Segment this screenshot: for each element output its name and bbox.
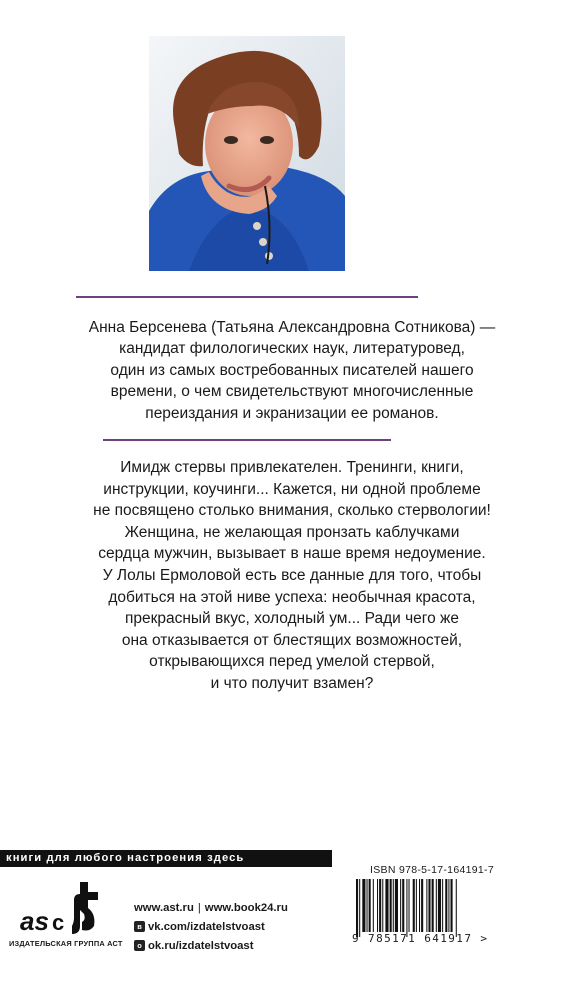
barcode-bar — [385, 879, 388, 932]
annotation-line: Женщина, не желающая пронзать каблучками — [124, 523, 460, 541]
svg-text:c: c — [52, 910, 65, 935]
website-row — [134, 898, 288, 917]
vk-icon: в — [134, 921, 145, 932]
barcode-bar — [395, 879, 398, 932]
barcode-bar — [393, 879, 394, 932]
author-photo — [149, 36, 345, 271]
vk-handle: izdatelstvoast — [190, 920, 265, 933]
isbn-number: ISBN 978-5-17-164191-7 — [370, 864, 494, 876]
barcode-digits: 9 785171 641917 > — [352, 932, 489, 945]
annotation-line: Имидж стервы привлекателен. Тренинги, книги, — [120, 459, 464, 476]
author-portrait-illustration — [149, 36, 345, 271]
divider-top — [76, 296, 418, 298]
barcode-bar — [359, 879, 360, 937]
annotation-line: У Лолы Ермоловой есть все данные для того, чтобы — [102, 566, 482, 584]
annotation-line: инструкции, коучинги... Кажется, ни одной проблеме — [103, 480, 481, 498]
barcode-bar — [413, 879, 415, 932]
barcode-bar — [402, 879, 404, 932]
barcode-bar — [362, 879, 365, 932]
barcode-bar — [356, 879, 358, 937]
barcode-bar — [377, 879, 378, 932]
barcode-bar — [421, 879, 423, 932]
barcode-bar — [419, 879, 420, 932]
annotation-line: сердца мужчин, вызывает в наше время недоумение. — [98, 545, 486, 563]
annotation-line: добиться на этой ниве успеха: необычная красота, — [108, 588, 476, 606]
vk-prefix: vk.com/ — [148, 920, 191, 933]
barcode-bar — [451, 879, 453, 932]
barcode-bar — [367, 879, 368, 932]
annotation-line: и что получит взамен? — [210, 674, 374, 692]
annotation-line: не посвящено столько внимания, сколько стервологии! — [93, 502, 491, 520]
barcode-bar — [416, 879, 417, 932]
divider-middle — [103, 439, 391, 441]
bio-line: один из самых востребованных писателей нашего — [110, 361, 474, 379]
svg-text:as: as — [20, 906, 49, 936]
barcode-bar — [400, 879, 401, 932]
ok-prefix: ok.ru/ — [148, 939, 179, 952]
barcode-bar — [406, 879, 407, 937]
barcode-bar — [373, 879, 374, 932]
bio-line: переиздания и экранизации ее романов. — [145, 404, 439, 422]
publisher-tagline: книги для любого настроения здесь — [0, 850, 332, 867]
barcode-bar — [436, 879, 437, 932]
ok-row[interactable] — [134, 936, 288, 955]
ok-handle: izdatelstvoast — [178, 939, 254, 952]
vk-row[interactable] — [134, 917, 288, 936]
site-link-ast[interactable]: www.ast.ru — [134, 901, 194, 914]
book-annotation — [20, 457, 564, 695]
barcode-bar — [445, 879, 447, 932]
barcode-bar — [426, 879, 427, 932]
author-bio — [20, 317, 564, 424]
site-link-book24[interactable]: www.book24.ru — [204, 901, 288, 914]
barcode-bar — [382, 879, 383, 932]
annotation-line: она отказывается от блестящих возможностей, — [121, 631, 463, 649]
barcode-bar — [438, 879, 441, 932]
publisher-links — [134, 898, 288, 955]
annotation-line: открывающихся перед умелой стервой, — [149, 653, 435, 671]
barcode — [354, 879, 490, 937]
annotation-line: прекрасный вкус, холодный ум... Ради чего же — [124, 610, 460, 628]
barcode-block — [352, 864, 512, 946]
barcode-bar — [428, 879, 430, 932]
barcode-bar — [432, 879, 434, 932]
barcode-bar — [456, 879, 457, 937]
ok-icon: о — [134, 940, 145, 951]
barcode-bar — [390, 879, 392, 932]
bio-line: времени, о чем свидетельствуют многочисленные — [110, 383, 474, 401]
link-separator: | — [197, 901, 201, 914]
barcode-bar — [369, 879, 371, 932]
publisher-caption: ИЗДАТЕЛЬСКАЯ ГРУППА АСТ — [9, 939, 123, 948]
bio-line: Анна Берсенева (Татьяна Александровна Сотникова) — — [88, 319, 496, 336]
barcode-bar — [409, 879, 410, 932]
barcode-bar — [379, 879, 381, 932]
bio-line: кандидат филологических наук, литературовед, — [119, 340, 465, 358]
barcode-bar — [448, 879, 449, 932]
barcode-bar — [442, 879, 443, 932]
